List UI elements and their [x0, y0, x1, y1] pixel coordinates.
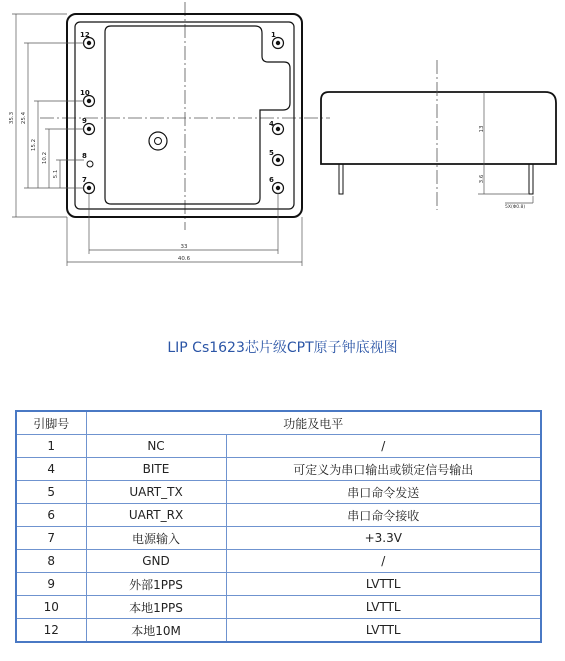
pin-5	[273, 155, 284, 166]
cell-signal: NC	[86, 435, 226, 458]
bottom-view-drawing	[0, 0, 565, 300]
dim-label: 5X(Φ0.8)	[505, 205, 526, 210]
pin-label: 8	[82, 152, 87, 160]
center-hole-inner	[155, 138, 162, 145]
pin-9	[84, 124, 95, 135]
cell-function: LVTTL	[226, 573, 541, 596]
table-row	[16, 619, 541, 643]
cell-signal: GND	[86, 550, 226, 573]
table-row	[16, 504, 541, 527]
pin-label: 12	[80, 31, 90, 39]
pin-8	[87, 161, 93, 167]
module-outline	[67, 14, 302, 217]
table-row	[16, 458, 541, 481]
header-pin-number: 引脚号	[16, 411, 86, 435]
cell-pin: 12	[16, 619, 86, 643]
header-function: 功能及电平	[86, 411, 541, 435]
cell-signal: UART_RX	[86, 504, 226, 527]
table-row	[16, 481, 541, 504]
center-hole-outer	[149, 132, 167, 150]
cell-function: 串口命令接收	[226, 504, 541, 527]
side-view-body	[321, 92, 556, 164]
dim-label: 25.4	[21, 111, 27, 125]
pin-10	[84, 96, 95, 107]
cell-signal: 本地10M	[86, 619, 226, 643]
table-row	[16, 573, 541, 596]
cell-signal: 本地1PPS	[86, 596, 226, 619]
pin-label: 5	[269, 149, 274, 157]
cell-function: 串口命令发送	[226, 481, 541, 504]
cell-function: /	[226, 435, 541, 458]
cell-pin: 5	[16, 481, 86, 504]
cell-pin: 8	[16, 550, 86, 573]
table-row	[16, 550, 541, 573]
dim-label: 10.2	[42, 151, 48, 165]
module-inner-outline	[75, 22, 294, 209]
cell-pin: 6	[16, 504, 86, 527]
pin-label: 1	[271, 31, 276, 39]
pin-label: 7	[82, 176, 87, 184]
side-view-pins	[339, 164, 533, 194]
center-panel	[105, 26, 290, 204]
cell-function: /	[226, 550, 541, 573]
cell-signal: 外部1PPS	[86, 573, 226, 596]
pin-7	[84, 183, 95, 194]
pin-12	[84, 38, 95, 49]
cell-pin: 1	[16, 435, 86, 458]
dim-label: 40.6	[177, 256, 191, 262]
cell-pin: 9	[16, 573, 86, 596]
cell-pin: 10	[16, 596, 86, 619]
side-view-dim-lines	[478, 92, 533, 203]
table-row	[16, 596, 541, 619]
pin-6	[273, 183, 284, 194]
dim-label: 13	[479, 125, 485, 133]
dim-label: 35.3	[9, 111, 15, 125]
pin-label: 6	[269, 176, 274, 184]
cell-pin: 4	[16, 458, 86, 481]
cell-signal: 电源输入	[86, 527, 226, 550]
pin-function-table	[15, 410, 542, 643]
table-row	[16, 435, 541, 458]
cell-function: 可定义为串口输出或锁定信号输出	[226, 458, 541, 481]
cell-function: +3.3V	[226, 527, 541, 550]
table-header-row	[16, 411, 541, 435]
dim-label: 33	[180, 244, 188, 250]
pin-1	[273, 38, 284, 49]
pin-label: 10	[80, 89, 90, 97]
cell-function: LVTTL	[226, 619, 541, 643]
dim-label: 5.1	[53, 169, 59, 179]
cell-pin: 7	[16, 527, 86, 550]
diagram-caption: LIP Cs1623芯片级CPT原子钟底视图	[167, 340, 398, 356]
cell-signal: UART_TX	[86, 481, 226, 504]
cell-function: LVTTL	[226, 596, 541, 619]
table-row	[16, 527, 541, 550]
pin-label: 4	[269, 120, 274, 128]
pin-4	[273, 124, 284, 135]
dim-label: 15.2	[31, 138, 37, 152]
pin-label: 9	[82, 117, 87, 125]
dim-label: 3.6	[479, 174, 485, 184]
cell-signal: BITE	[86, 458, 226, 481]
